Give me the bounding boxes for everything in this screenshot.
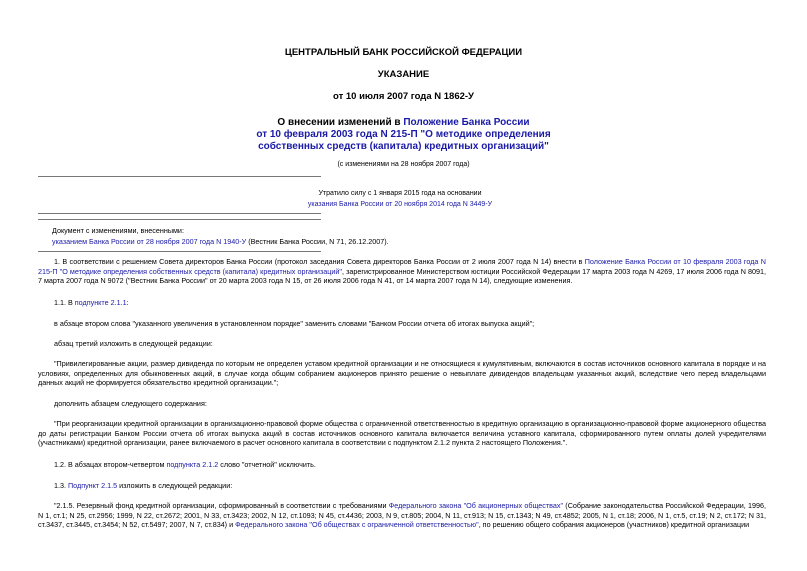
expired-link[interactable]: указания Банка России от 20 ноября 2014 года N 3449-У xyxy=(307,201,493,208)
title-prefix: О внесении изменений в xyxy=(277,117,404,128)
changes-label: Документ с изменениями, внесенными: xyxy=(52,226,184,235)
title-link-regulation[interactable]: Положение Банка России xyxy=(403,117,530,128)
title-line-1 xyxy=(0,117,807,129)
paragraph-1 xyxy=(38,257,766,286)
p1-text-b: , зарегистрированное Министерством юстиции Российской Федерации 17 марта 2003 года N 4269, 17 июля 2006 года N 8091, 7 марта 2007 года N 9072 ("Вестник Банка России" от 20 марта 2003 года N 15, от 26 июля 2006 года N 41, от 14 марта 2007 года N 14), следующие изменения. xyxy=(38,266,766,286)
p13-text-b: изложить в следующей редакции: xyxy=(117,481,233,490)
divider-2 xyxy=(38,213,321,214)
p11-text-a: 1.1. В xyxy=(54,298,75,307)
expired-block xyxy=(250,188,550,210)
p215-link-llc-law[interactable]: Федерального закона "Об обществах с ограниченной ответственностью" xyxy=(235,520,479,530)
divider-3 xyxy=(38,219,321,220)
p215-text-c: , по решению общего собрания акционеров (участников) кредитной организации xyxy=(478,520,750,530)
divider-1 xyxy=(38,176,321,177)
p13-text-a: 1.3. xyxy=(54,481,68,490)
p12-text-a: 1.2. В абзацах втором-четвертом xyxy=(54,460,167,469)
paragraph-1-1 xyxy=(38,298,766,308)
doc-date-number: от 10 июля 2007 года N 1862-У xyxy=(333,91,474,102)
paragraph-2-1-5 xyxy=(38,501,766,530)
paragraph-1-1-b: абзац третий изложить в следующей редакции: xyxy=(54,339,213,348)
p1-text-a: 1. В соответствии с решением Совета директоров Банка России (протокол заседания Совета директоров Банка России от 2 июля 2007 года N 14) внести в xyxy=(54,257,585,266)
p1-link-regulation[interactable]: Положение Банка России от 10 февраля 2003 года N 215-П "О методике определения собственных средств (капитала) кредитных организаций" xyxy=(38,257,766,276)
changes-line xyxy=(52,237,780,247)
p215-text-a: "2.1.5. Резервный фонд кредитной организации, сформированный в соответствии с требованиями xyxy=(54,501,389,510)
paragraph-1-1-c: "Привилегированные акции, размер дивиденда по которым не определен уставом кредитной организации и не относящиеся к кумулятивным, включаются в состав источников основного капитала в порядке и на условиях, определенных для обыкновенных акций, в случае когда общим собранием акционеров принято решение о невыплате дивидендов владельцам указанных акций, вследствие чего перед владельцами данных акций не формируется обязательство кредитной организации."; xyxy=(38,359,766,388)
paragraph-1-1-d: дополнить абзацем следующего содержания: xyxy=(54,399,207,408)
org-name: ЦЕНТРАЛЬНЫЙ БАНК РОССИЙСКОЙ ФЕДЕРАЦИИ xyxy=(284,47,523,58)
amend-note: (с изменениями на 28 ноября 2007 года) xyxy=(337,161,470,168)
doc-type: УКАЗАНИЕ xyxy=(377,69,430,80)
p13-link[interactable]: Подпункт 2.1.5 xyxy=(68,481,118,490)
divider-4 xyxy=(38,251,321,252)
doc-title xyxy=(0,117,807,153)
title-line-2[interactable]: от 10 февраля 2003 года N 215-П "О методике определения xyxy=(256,129,551,140)
p12-text-b: слово "отчетной" исключить. xyxy=(218,460,316,469)
p11-text-b: : xyxy=(126,298,129,307)
expired-text: Утратило силу с 1 января 2015 года на основании xyxy=(318,190,482,197)
changes-link[interactable]: указанием Банка России от 28 ноября 2007 года N 1940-У xyxy=(52,237,247,246)
paragraph-1-2 xyxy=(38,460,766,470)
paragraph-1-3 xyxy=(38,481,766,491)
paragraph-1-1-e: "При реорганизации кредитной организации в организационно-правовой форме общества с ограниченной ответственностью в кредитную организацию в организационно-правовой форме акционерного общества до даты регистрации Банком России отчета об итогах выпуска акций в состав источников основного капитала включается величина уставного капитала, сформированного путем оплаты долей учредителями (участниками) кредитной организации, ранее включаемого в расчет основного капитала в соответствии с подпунктом 2.1.2 пункта 2 настоящего Положения.". xyxy=(38,419,766,448)
p12-link[interactable]: подпункта 2.1.2 xyxy=(166,460,219,469)
paragraph-1-1-a: в абзаце втором слова "указанного увеличения в установленном порядке" заменить словами "Банком России отчета об итогах выпуска акций"; xyxy=(54,319,535,328)
title-line-3[interactable]: собственных средств (капитала) кредитных организаций" xyxy=(258,141,549,152)
p215-link-joint-stock-law[interactable]: Федерального закона "Об акционерных обществах" xyxy=(388,501,564,510)
changes-suffix: (Вестник Банка России, N 71, 26.12.2007). xyxy=(246,237,389,246)
p11-link[interactable]: подпункте 2.1.1 xyxy=(74,298,127,307)
p215-text-b: (Собрание законодательства Российской Федерации, 1996, N 1, ст.1; N 25, ст.2956; 1999, N 22, ст.2672; 2001, N 33, ст.3423; 2002, N 12, ст.1093; N 45, ст.4436; 2003, N 9, ст.805; 2004, N 11, ст.913; N 15, ст.1343; N 49, ст.4852; 2005, N 1, ст.18; 2006, N 1, ст.5, ст.19; N 2, ст.172; N 31, ст.3437, ст.3445, ст.3454; N 52, ст.5497; 2007, N 7, ст.834) и xyxy=(38,501,766,530)
